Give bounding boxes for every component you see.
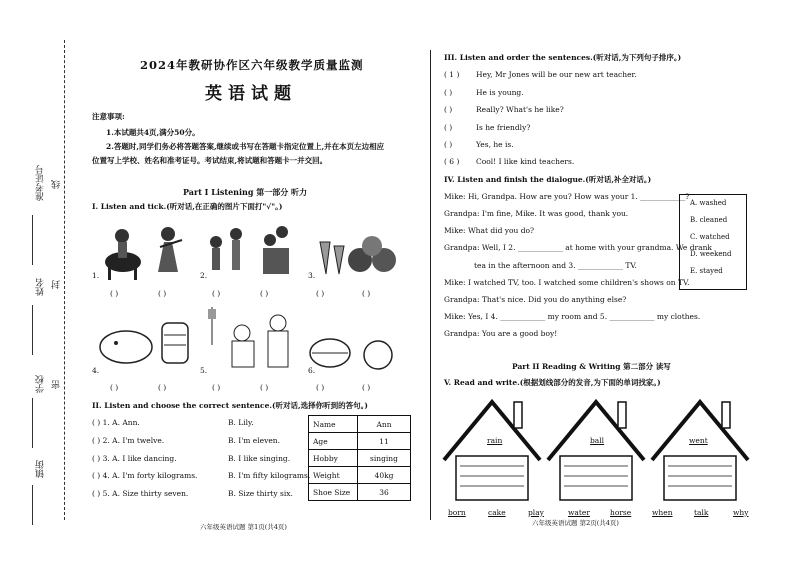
order-5-bracket[interactable]: ( )	[444, 140, 453, 149]
order-3-text: Really? What's he like?	[476, 105, 564, 114]
tomatoes-picture	[348, 236, 396, 272]
name-line	[32, 305, 33, 355]
option-item: B. cleaned	[690, 216, 728, 224]
dialogue-line: Grandpa: Well, I 2. ____________ at home with your grandma. We drank	[444, 243, 712, 252]
section1-title: I. Listen and tick.(听对话,在正确的图片下面打"√"。)	[92, 202, 283, 211]
dialogue-line: Grandpa: I'm fine, Mike. It was good, thank you.	[444, 209, 629, 218]
exam-title: 2024年教研协作区六年级教学质量监测	[140, 58, 364, 72]
choice-2b[interactable]: B. I'm eleven.	[228, 436, 280, 445]
order-2-bracket[interactable]: ( )	[444, 88, 453, 97]
tick-bracket[interactable]: ( )	[260, 383, 269, 392]
order-4-bracket[interactable]: ( )	[444, 123, 453, 132]
table-row	[309, 433, 411, 450]
page-divider	[430, 50, 431, 520]
table-cell: Shoe Size	[309, 484, 358, 501]
section2-title: II. Listen and choose the correct sentence.(听对话,选择你听到的答句。)	[92, 401, 368, 410]
order-1-bracket[interactable]: ( 1 )	[444, 70, 460, 79]
town-line	[32, 485, 33, 525]
tick-bracket[interactable]: ( )	[212, 289, 221, 298]
order-6-text: Cool! I like kind teachers.	[476, 157, 575, 166]
dialogue-line: Grandpa: You are a good boy!	[444, 329, 558, 338]
choice-3b[interactable]: B. I like singing.	[228, 454, 291, 463]
q5-number: 5.	[200, 366, 208, 375]
tiger-picture	[162, 323, 188, 363]
exam-number-line	[32, 215, 33, 265]
choice-3a[interactable]: ( ) 3. A. I like dancing.	[92, 454, 177, 463]
choice-5b[interactable]: B. Size thirty six.	[228, 489, 293, 498]
table-cell: Hobby	[309, 450, 358, 467]
tick-bracket[interactable]: ( )	[316, 289, 325, 298]
binding-mi-label: 密	[52, 380, 62, 389]
choice-5a[interactable]: ( ) 5. A. Size thirty seven.	[92, 489, 189, 498]
tick-bracket[interactable]: ( )	[362, 383, 371, 392]
town-label: 镇街	[36, 460, 46, 478]
watermelon-picture	[310, 339, 350, 367]
table-cell: 11	[358, 433, 411, 450]
house-ball-roof	[548, 402, 644, 460]
house-went-roof	[652, 402, 748, 460]
option-item: A. washed	[690, 199, 727, 207]
table-cell: Weight	[309, 467, 358, 484]
note-2b: 位置写上学校、姓名和准考证号。考试结束,将试题和答题卡一并交回。	[92, 156, 328, 165]
doctor-picture	[208, 307, 254, 367]
kids-dancing-picture	[210, 228, 242, 270]
binding-line-label: 线	[52, 180, 62, 189]
tick-bracket[interactable]: ( )	[316, 383, 325, 392]
footer-left: 六年级英语试题 第1页(共4页)	[200, 523, 287, 531]
option-item: E. stayed	[690, 267, 723, 275]
carrots-picture	[320, 242, 344, 274]
choice-1a[interactable]: ( ) 1. A. Ann.	[92, 418, 140, 427]
word-play: play	[528, 508, 544, 517]
section5-title: V. Read and write.(根据划线部分的发音,为下面的单词找家。)	[444, 378, 661, 387]
q6-number: 6.	[308, 366, 316, 375]
table-row	[309, 450, 411, 467]
kids-group-picture	[263, 226, 289, 274]
table-row	[309, 416, 411, 433]
name-label: 姓名	[36, 278, 46, 296]
dialogue-line: Mike: Hi, Grandpa. How are you? How was your 1. ____________?	[444, 192, 690, 201]
note-1: 1.本试题共4页,满分50分。	[106, 128, 200, 137]
tick-bracket[interactable]: ( )	[110, 289, 119, 298]
order-5-text: Yes, he is.	[476, 140, 514, 149]
q3-number: 3.	[308, 271, 316, 280]
option-item: C. watched	[690, 233, 730, 241]
dialogue-line: tea in the afternoon and 3. ____________ TV.	[474, 261, 637, 270]
girl-playing-violin-picture	[158, 227, 182, 272]
table-cell: 36	[358, 484, 411, 501]
table-row	[309, 484, 411, 501]
binding-seal-label: 封	[52, 280, 62, 289]
word-born: born	[448, 508, 466, 517]
word-when: when	[652, 508, 673, 517]
order-2-text: He is young.	[476, 88, 524, 97]
order-6-bracket[interactable]: ( 6 )	[444, 157, 460, 166]
house-word-went: went	[689, 436, 708, 445]
exam-number-label: 准考证号	[36, 165, 46, 201]
q2-number: 2.	[200, 271, 208, 280]
tick-bracket[interactable]: ( )	[158, 289, 167, 298]
q1-number: 1.	[92, 271, 100, 280]
notes-title: 注意事项:	[92, 112, 125, 121]
word-cake: cake	[488, 508, 506, 517]
school-line	[32, 398, 33, 448]
police-officer-picture	[268, 315, 288, 367]
listening-pictures-row2	[98, 305, 428, 377]
table-cell: Name	[309, 416, 358, 433]
dialogue-line: Mike: Yes, I 4. ____________ my room and 5. ____________ my clothes.	[444, 312, 701, 321]
whale-picture	[100, 331, 152, 363]
house-rain-roof	[444, 402, 540, 460]
word-water: water	[568, 508, 590, 517]
section4-title: IV. Listen and finish the dialogue.(听对话,补全对话。)	[444, 175, 652, 184]
table-cell: 40kg	[358, 467, 411, 484]
school-label: 学校	[36, 375, 46, 393]
table-row	[309, 467, 411, 484]
tick-bracket[interactable]: ( )	[212, 383, 221, 392]
tick-bracket[interactable]: ( )	[260, 289, 269, 298]
word-why: why	[733, 508, 749, 517]
word-horse: horse	[610, 508, 632, 517]
info-table	[308, 415, 411, 501]
section3-title: III. Listen and order the sentences.(听对话,为下列句子排序。)	[444, 53, 682, 62]
option-item: D. weekend	[690, 250, 732, 258]
dialogue-line: Grandpa: That's nice. Did you do anything else?	[444, 295, 627, 304]
tick-bracket[interactable]: ( )	[158, 383, 167, 392]
listening-pictures-row1	[98, 222, 428, 284]
table-cell: Age	[309, 433, 358, 450]
word-options-box	[679, 194, 747, 290]
orange-picture	[364, 341, 392, 369]
part1-title: Part I Listening 第一部分 听力	[183, 187, 307, 197]
choice-1b[interactable]: B. Lily.	[228, 418, 254, 427]
dialogue-line: Mike: What did you do?	[444, 226, 535, 235]
q4-number: 4.	[92, 366, 100, 375]
choice-4b[interactable]: B. I'm fifty kilograms.	[228, 471, 311, 480]
note-2a: 2.答题时,同学们务必将答题答案,继续或书写在答题卡指定位置上,并在本页左边相应	[106, 142, 385, 151]
part2-title: Part II Reading & Writing 第二部分 读写	[512, 362, 671, 371]
table-cell: singing	[358, 450, 411, 467]
order-1-text: Hey, Mr Jones will be our new art teacher.	[476, 70, 637, 79]
dialogue-line: Mike: I watched TV, too. I watched some children's shows on TV.	[444, 278, 690, 287]
binding-cut-line	[64, 40, 65, 520]
table-cell: Ann	[358, 416, 411, 433]
boy-riding-horse-picture	[105, 229, 141, 280]
choice-2a[interactable]: ( ) 2. A. I'm twelve.	[92, 436, 165, 445]
order-3-bracket[interactable]: ( )	[444, 105, 453, 114]
order-4-text: Is he friendly?	[476, 123, 531, 132]
footer-right: 六年级英语试题 第2页(共4页)	[532, 519, 619, 527]
tick-bracket[interactable]: ( )	[362, 289, 371, 298]
house-word-rain: rain	[487, 436, 503, 445]
choice-4a[interactable]: ( ) 4. A. I'm forty kilograms.	[92, 471, 198, 480]
house-word-ball: ball	[590, 436, 605, 445]
tick-bracket[interactable]: ( )	[110, 383, 119, 392]
word-talk: talk	[694, 508, 709, 517]
houses-illustration	[440, 396, 760, 504]
subject-title: 英语试题	[205, 84, 297, 104]
